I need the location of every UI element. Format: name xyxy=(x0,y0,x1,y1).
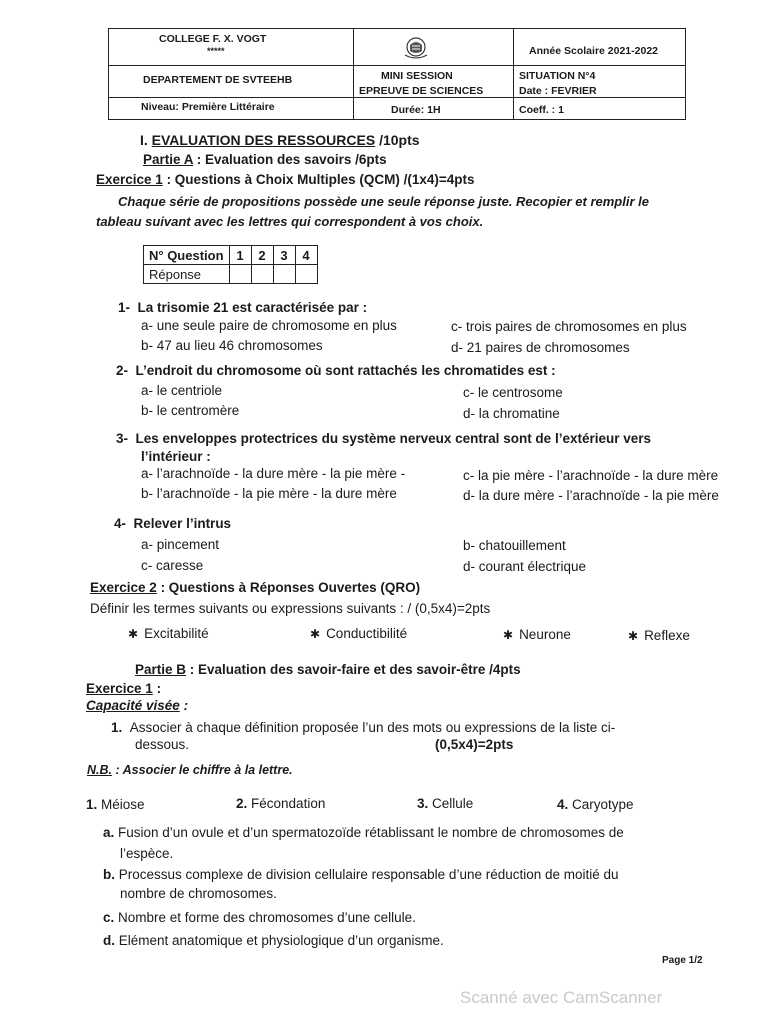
school-year: Année Scolaire 2021-2022 xyxy=(529,45,658,57)
question-2: 2- L’endroit du chromosome où sont rattachés les chromatides est : xyxy=(116,363,556,378)
exercise-2-instruction: Définir les termes suivants ou expressions suivants : / (0,5x4)=2pts xyxy=(90,601,491,616)
asterisk-bullet-icon: ✱ xyxy=(628,629,639,643)
asterisk-bullet-icon: ✱ xyxy=(503,628,514,642)
definition-c: c. Nombre et forme des chromosomes d’une cellule. xyxy=(103,910,416,925)
scanner-watermark: Scanné avec CamScanner xyxy=(460,988,663,1007)
part-b-instruction-line2: dessous. xyxy=(135,737,190,752)
section-title-text: EVALUATION DES RESSOURCES xyxy=(151,132,376,148)
question-4: 4- Relever l’intrus xyxy=(114,516,232,531)
question-1-option-b: b- 47 au lieu 46 chromosomes xyxy=(141,338,323,353)
answer-cell xyxy=(251,265,273,284)
question-2-option-b: b- le centromère xyxy=(141,403,240,418)
term-conductibility: ✱ Conductibilité xyxy=(310,626,408,641)
part-b-heading: Partie B : Evaluation des savoir-faire et des savoir-être /4pts xyxy=(135,662,521,677)
answer-cell xyxy=(295,265,317,284)
answer-label-cell: Réponse xyxy=(144,265,230,284)
question-4-option-d: d- courant électrique xyxy=(463,559,587,574)
session-title: MINI SESSION xyxy=(381,70,453,82)
question-4-option-c: c- caresse xyxy=(141,558,204,573)
question-1-option-c: c- trois paires de chromosomes en plus xyxy=(451,319,687,334)
question-number-cell: 1 xyxy=(229,246,251,265)
question-3-continued: l’intérieur : xyxy=(141,449,211,464)
answer-cell xyxy=(273,265,295,284)
term-excitability: ✱ Excitabilité xyxy=(128,626,209,641)
question-2-option-d: d- la chromatine xyxy=(463,406,560,421)
header-table xyxy=(108,28,686,120)
question-2-option-a: a- le centriole xyxy=(141,383,223,398)
question-label-cell: N° Question xyxy=(144,246,230,265)
part-b-exercise-1-heading: Exercice 1 : xyxy=(86,681,162,696)
question-3: 3- Les enveloppes protectrices du système nerveux central sont de l’extérieur vers xyxy=(116,431,652,446)
asterisk-bullet-icon: ✱ xyxy=(310,627,321,641)
section-title: I. EVALUATION DES RESSOURCES /10pts xyxy=(140,132,420,148)
page-number: Page 1/2 xyxy=(662,955,703,966)
school-name: COLLEGE F. X. VOGT xyxy=(159,33,267,45)
answer-cell xyxy=(229,265,251,284)
question-1-option-d: d- 21 paires de chromosomes xyxy=(451,340,630,355)
part-b-instruction-line1: 1. Associer à chaque définition proposée l’un des mots ou expressions de la liste ci- xyxy=(111,720,616,735)
question-3-option-d: d- la dure mère - l’arachnoïde - la pie mère xyxy=(463,488,719,503)
exercise-1-instruction-line2: tableau suivant avec les lettres qui correspondent à vos choix. xyxy=(96,214,484,229)
school-stars: ***** xyxy=(207,46,225,56)
school-emblem-icon xyxy=(402,35,430,59)
definition-a-continued: l’espèce. xyxy=(120,846,174,861)
definition-a: a. Fusion d’un ovule et d’un spermatozoïde rétablissant le nombre de chromosomes de xyxy=(103,825,624,840)
nb-note: N.B. : Associer le chiffre à la lettre. xyxy=(87,763,293,777)
question-number-cell: 4 xyxy=(295,246,317,265)
word-karyotype: 4. Caryotype xyxy=(557,797,634,812)
capacity-heading: Capacité visée : xyxy=(86,698,189,713)
question-3-option-c: c- la pie mère - l’arachnoïde - la dure mère xyxy=(463,468,719,483)
part-a-heading: Partie A : Evaluation des savoirs /6pts xyxy=(143,152,387,167)
exercise-2-heading: Exercice 2 : Questions à Réponses Ouvertes (QRO) xyxy=(90,580,421,595)
department-name: DEPARTEMENT DE SVTEEHB xyxy=(143,74,293,86)
question-2-option-c: c- le centrosome xyxy=(463,385,563,400)
exercise-1-heading: Exercice 1 : Questions à Choix Multiples (QCM) /(1x4)=4pts xyxy=(96,172,475,187)
definition-b-continued: nombre de chromosomes. xyxy=(120,886,277,901)
exam-coefficient: Coeff. : 1 xyxy=(519,104,564,116)
answer-grid-answer-row xyxy=(144,265,318,284)
question-3-option-b: b- l’arachnoïde - la pie mère - la dure mère xyxy=(141,486,397,501)
part-b-points: (0,5x4)=2pts xyxy=(435,737,514,752)
question-number-cell: 2 xyxy=(251,246,273,265)
definition-b: b. Processus complexe de division cellulaire responsable d’une réduction de moitié du xyxy=(103,867,619,882)
question-4-option-a: a- pincement xyxy=(141,537,220,552)
question-3-option-a: a- l’arachnoïde - la dure mère - la pie mère - xyxy=(141,466,406,481)
exam-date: Date : FEVRIER xyxy=(519,85,597,97)
question-number-cell: 3 xyxy=(273,246,295,265)
definition-d: d. Elément anatomique et physiologique d’un organisme. xyxy=(103,933,444,948)
answer-grid-header-row xyxy=(144,246,318,265)
exam-title: EPREUVE DE SCIENCES xyxy=(359,85,484,97)
asterisk-bullet-icon: ✱ xyxy=(128,627,139,641)
section-points: /10pts xyxy=(379,132,420,148)
word-meiosis: 1. Méiose xyxy=(86,797,145,812)
exercise-1-instruction-line1: Chaque série de propositions possède une seule réponse juste. Recopier et remplir le xyxy=(118,194,649,209)
question-1-option-a: a- une seule paire de chromosome en plus xyxy=(141,318,397,333)
class-level: Niveau: Première Littéraire xyxy=(141,101,275,113)
word-cell: 3. Cellule xyxy=(417,796,474,811)
question-4-option-b: b- chatouillement xyxy=(463,538,566,553)
word-fecondation: 2. Fécondation xyxy=(236,796,326,811)
exam-duration: Durée: 1H xyxy=(391,104,441,116)
question-1: 1- La trisomie 21 est caractérisée par : xyxy=(118,300,368,315)
term-neuron: ✱ Neurone xyxy=(503,627,571,642)
situation-number: SITUATION N°4 xyxy=(519,70,596,82)
answer-grid xyxy=(143,245,318,284)
term-reflex: ✱ Reflexe xyxy=(628,628,690,643)
